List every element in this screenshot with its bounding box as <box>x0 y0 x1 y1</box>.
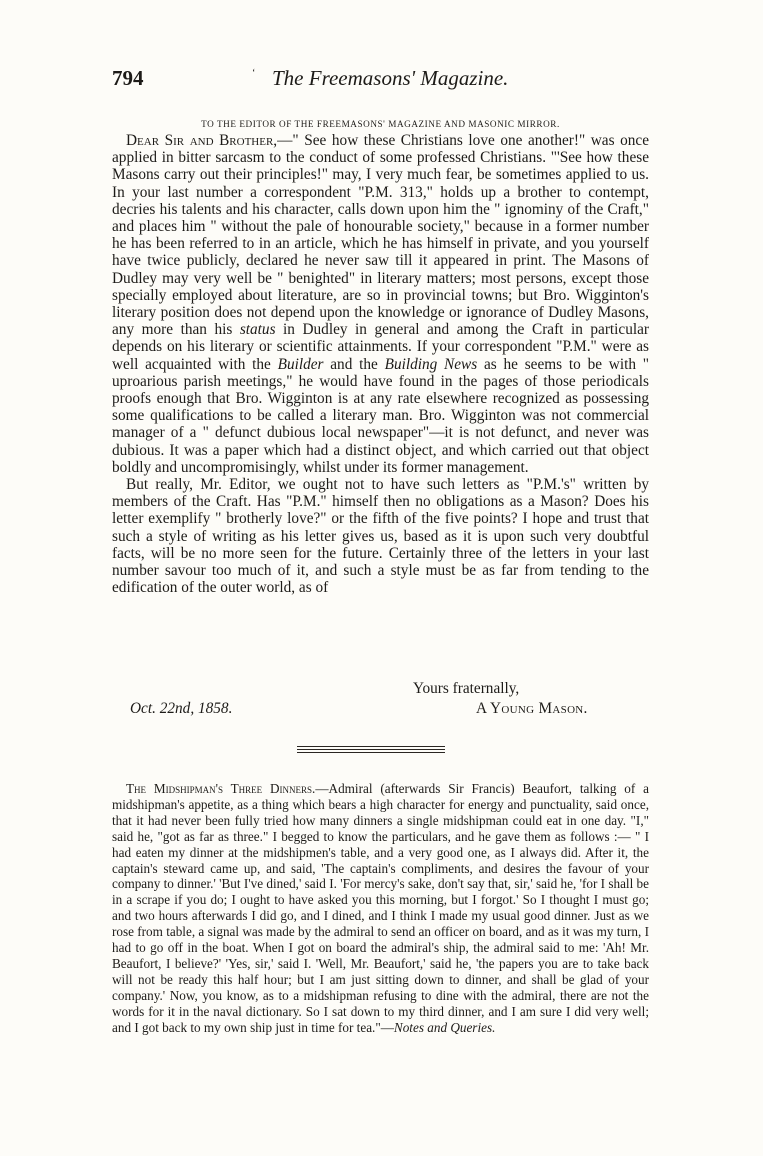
letter-paragraph-2: But really, Mr. Editor, we ought not to have such letters as "P.M.'s" written by members of the Craft. Has "P.M." himself then no obligations as a Mason? Does his letter exemplify " brotherly love?" or the fifth of the five points? I hope and trust that such a style of writing as his letter gives us, based as it is upon such very doubtful facts, will be no more seen for the future. Certainly three of the letters in your last number savour too much of it, and such a style must be as far from tending to the edification of the outer world, as of <box>112 476 649 597</box>
anecdote-title: The Midshipman's Three Dinners. <box>126 781 316 796</box>
printer-mark: ‘ <box>252 68 256 79</box>
anecdote <box>112 781 649 1036</box>
closing-line: Yours fraternally, <box>413 680 520 697</box>
anecdote-body: —Admiral (afterwards Sir Francis) Beaufort, talking of a midshipman's appetite, as a thing which bears a high character for energy and punctuality, said once, that it had never been fully tried how many dinners a single midshipman could eat in one day. "I," said he, "got as far as three." I begged to know the particulars, and he gave them as follows :— " I had eaten my dinner at the midshipmen's table, and a very good one, as I always did. After it, the captain's steward came up, and said, 'The captain's compliments, and desires the favour of your company to dinner.' 'But I've dined,' said I. 'For mercy's sake, don't say that, sir,' said he, 'for I shall be in a scrape if you do; I ought to have asked you this morning, but I forgot.' So I thought I must go; and two hours afterwards I did go, and I dined, and I think I made my usual good dinner. Just as we rose from table, a signal was made by the admiral to send an officer on board, and as it was my turn, I had to go off in the boat. When I got on board the admiral's ship, the admiral said to me: 'Ah! Mr. Beaufort, I believe?' 'Yes, sir,' said I. 'Well, Mr. Beaufort,' said he, 'the papers you are to take back will not be ready this half hour; but I am just sitting down to dinner, and shall be glad of your company.' Now, you know, as to a midshipman refusing to dine with the admiral, there are not the words for it in the naval dictionary. So I sat down to my third dinner, and I am sure I did very well; and I got back to my own ship just in time for tea."— <box>112 781 649 1035</box>
letter-body <box>112 132 649 596</box>
anecdote-paragraph <box>112 781 649 1036</box>
letter-heading: TO THE EDITOR OF THE FREEMASONS' MAGAZINE AND MASONIC MIRROR. <box>201 119 560 129</box>
letter-paragraph-1: Dear Sir and Brother,—" See how these Christians love one another!" was once applied in bitter sarcasm to the conduct of some professed Christians. "'See how these Masons carry out their principles!" may, I very much fear, be sometimes applied to us. In your last number a correspondent "P.M. 313," holds up a brother to contempt, decries his talents and his character, calls down upon him the " ignominy of the Craft," and places him " without the pale of honourable society," because in a former number he has been referred to in an article, which he has himself in private, and you yourself have twice publicly, declared he never saw till it appeared in print. The Masons of Dudley may very well be " benighted" in literary matters; most persons, except those specially employed about literature, are so in provincial towns; but Bro. Wigginton's literary position does not depend upon the knowledge or ignorance of Dudley Masons, any more than his status in Dudley in general and among the Craft in particular depends on his literary or scientific attainments. If your correspondent "P.M." were as well acquainted with the Builder and the Building News as he seems to be with " uproarious parish meetings," he would have found in the pages of those periodicals proofs enough that Bro. Wigginton is at any rate elsewhere recognized as possessing some qualifications to be called a literary man. Bro. Wigginton was not commercial manager of a " defunct dubious local newspaper"—it is not defunct, and never was dubious. It was a paper which had a distinct object, and which carried out that object boldly and uncompromisingly, whilst under its former management. <box>112 132 649 476</box>
section-divider <box>297 746 445 755</box>
anecdote-source: Notes and Queries. <box>393 1019 496 1035</box>
letter-closing <box>112 680 649 720</box>
divider-rule <box>297 749 445 750</box>
divider-rule <box>297 746 445 747</box>
running-title: The Freemasons' Magazine. <box>272 66 509 90</box>
page-number: 794 <box>112 66 144 90</box>
signature: A Young Mason. <box>476 700 588 717</box>
letter-date: Oct. 22nd, 1858. <box>130 700 233 717</box>
divider-rule <box>297 752 445 753</box>
page-header <box>112 66 652 96</box>
salutation: Dear Sir and Brother, <box>126 132 278 149</box>
